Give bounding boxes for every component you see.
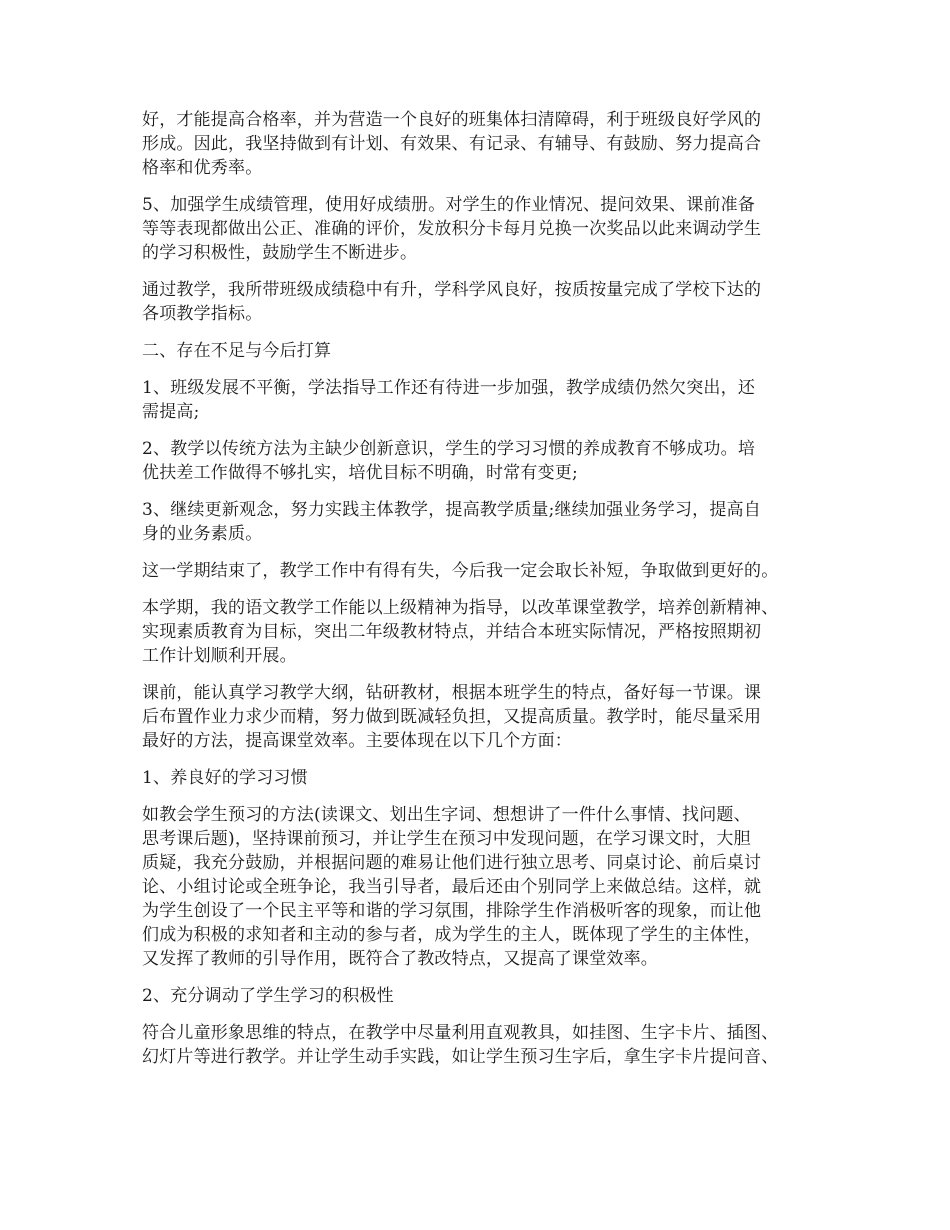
document-page (142, 108, 822, 1082)
paragraph (142, 596, 822, 668)
text-line: 又发挥了教师的引导作用，既符合了教改特点，又提高了课堂效率。 (142, 949, 658, 969)
paragraph (142, 498, 822, 546)
text-line: 通过教学，我所带班级成绩稳中有升，学科学风良好，按质按量完成了学校下达的 (142, 280, 762, 300)
paragraph (142, 376, 822, 424)
text-line: 实现素质教育为目标，突出二年级教材特点，并结合本班实际情况，严格按照期初 (142, 622, 762, 642)
text-line: 1、养良好的学习习惯 (142, 768, 308, 788)
paragraph (142, 766, 822, 790)
text-line: 符合儿童形象思维的特点，在教学中尽量利用直观教具，如挂图、生字卡片、插图、 (142, 1023, 779, 1043)
paragraph (142, 681, 822, 753)
text-line: 思考课后题)，坚持课前预习，并让学生在预习中发现问题，在学习课文时，大胆 (142, 829, 751, 849)
paragraph (142, 803, 822, 971)
text-line: 身的业务素质。 (142, 524, 263, 544)
text-line: 各项教学指标。 (142, 304, 263, 324)
text-line: 工作计划顺利开展。 (142, 646, 297, 666)
text-line: 幻灯片等进行教学。并让学生动手实践，如让学生预习生字后，拿生字卡片提问音、 (142, 1047, 779, 1067)
text-line: 后布置作业力求少而精，努力做到既减轻负担，又提高质量。教学时，能尽量采用 (142, 707, 762, 727)
text-line: 的学习积极性，鼓励学生不断进步。 (142, 243, 418, 263)
text-line: 为学生创设了一个民主平等和谐的学习氛围，排除学生作消极听客的现象，而让他 (142, 901, 762, 921)
text-line: 课前，能认真学习教学大纲，钻研教材，根据本班学生的特点，备好每一节课。课 (142, 683, 762, 703)
paragraph (142, 193, 822, 265)
text-line: 好，才能提高合格率，并为营造一个良好的班集体扫清障碍，利于班级良好学风的 (142, 110, 762, 130)
paragraph (142, 984, 822, 1008)
text-line: 二、存在不足与今后打算 (142, 341, 332, 361)
text-line: 2、教学以传统方法为主缺少创新意识，学生的学习习惯的养成教育不够成功。培 (142, 439, 756, 459)
text-line: 等等表现都做出公正、准确的评价，发放积分卡每月兑换一次奖品以此来调动学生 (142, 219, 762, 239)
text-line: 质疑，我充分鼓励，并根据问题的难易让他们进行独立思考、同桌讨论、前后桌讨 (142, 853, 762, 873)
paragraph (142, 108, 822, 180)
text-line: 们成为积极的求知者和主动的参与者，成为学生的主人，既体现了学生的主体性， (142, 925, 762, 945)
text-line: 形成。因此，我坚持做到有计划、有效果、有记录、有辅导、有鼓励、努力提高合 (142, 134, 762, 154)
paragraph (142, 339, 822, 363)
paragraph (142, 559, 822, 583)
paragraph (142, 278, 822, 326)
text-line: 5、加强学生成绩管理，使用好成绩册。对学生的作业情况、提问效果、课前准备 (142, 195, 756, 215)
text-line: 如教会学生预习的方法(读课文、划出生字词、想想讲了一件什么事情、找问题、 (142, 805, 751, 825)
text-line: 这一学期结束了，教学工作中有得有失，今后我一定会取长补短，争取做到更好的。 (142, 561, 779, 581)
text-line: 最好的方法，提高课堂效率。主要体现在以下几个方面： (142, 731, 572, 751)
text-line: 本学期，我的语文教学工作能以上级精神为指导，以改革课堂教学，培养创新精神、 (142, 598, 779, 618)
text-line: 3、继续更新观念，努力实践主体教学，提高教学质量;继续加强业务学习，提高自 (142, 500, 761, 520)
text-line: 格率和优秀率。 (142, 158, 263, 178)
text-line: 1、班级发展不平衡，学法指导工作还有待进一步加强，教学成绩仍然欠突出，还 (142, 378, 756, 398)
text-line: 2、充分调动了学生学习的积极性 (142, 986, 394, 1006)
paragraph (142, 1021, 822, 1069)
text-line: 需提高; (142, 402, 200, 422)
paragraph (142, 437, 822, 485)
text-line: 优扶差工作做得不够扎实，培优目标不明确，时常有变更; (142, 463, 578, 483)
text-line: 论、小组讨论或全班争论，我当引导者，最后还由个别同学上来做总结。这样，就 (142, 877, 762, 897)
